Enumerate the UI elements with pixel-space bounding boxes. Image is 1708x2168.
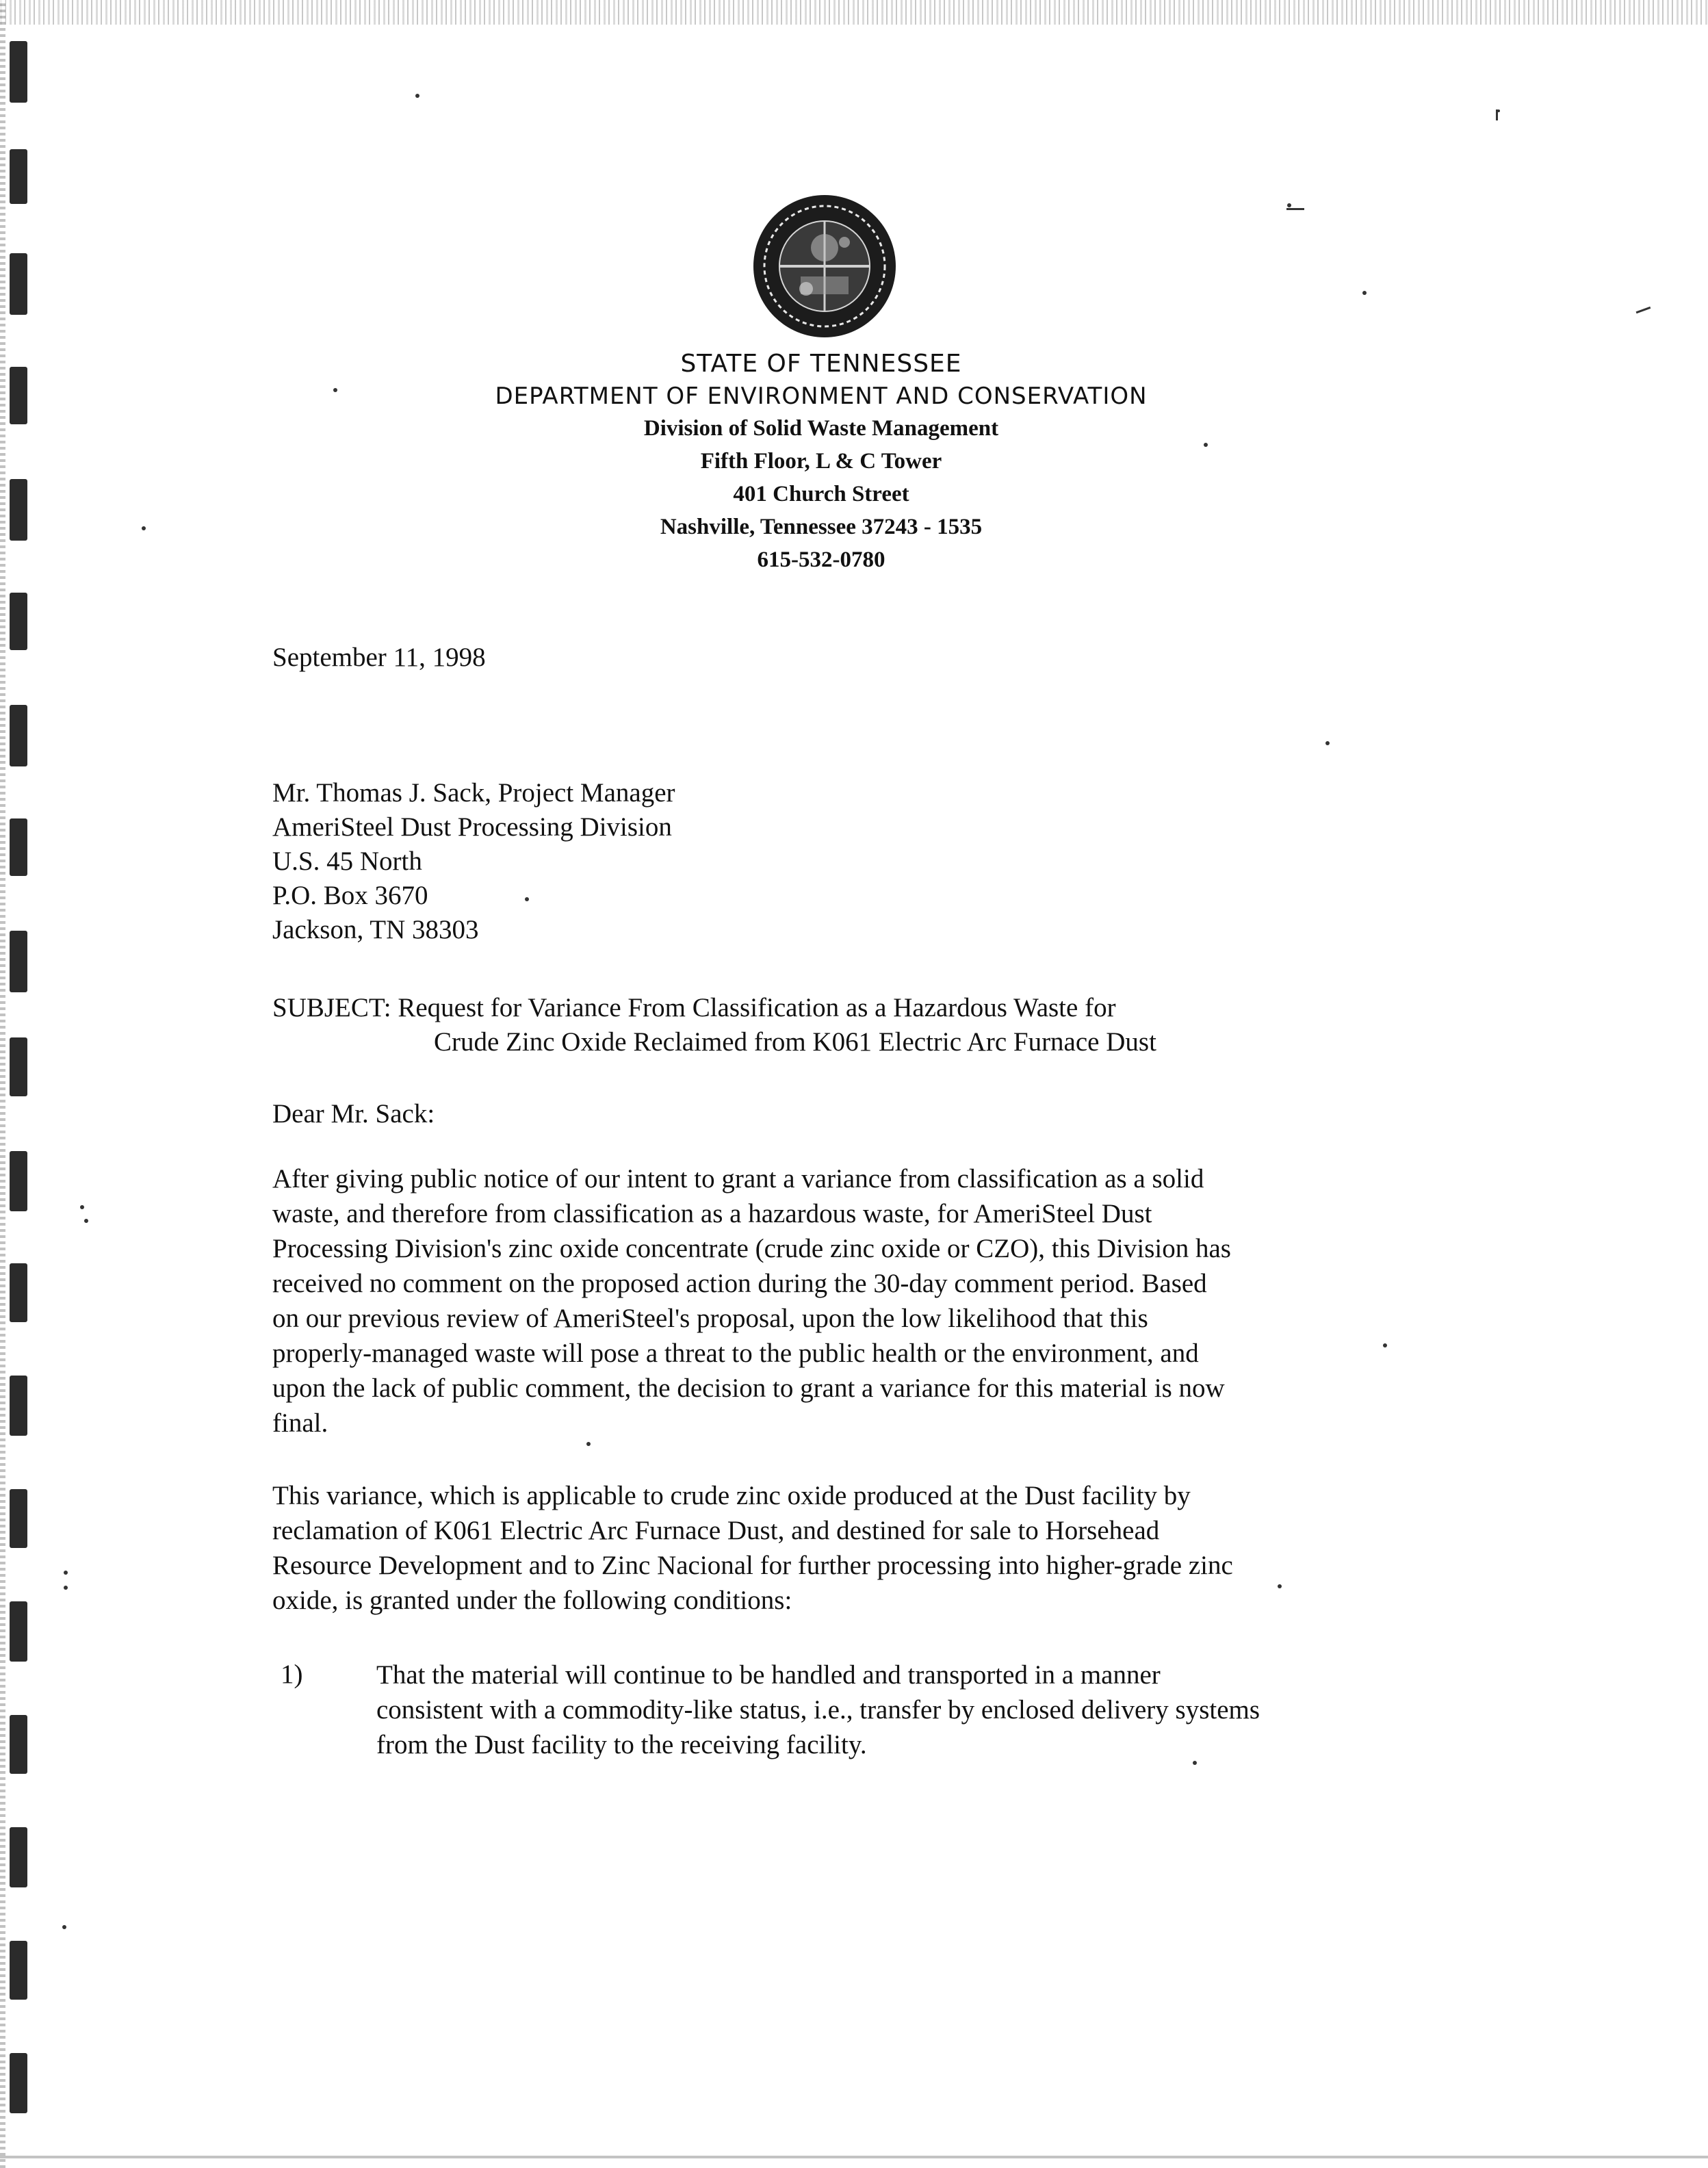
binder-mark	[10, 2053, 27, 2113]
binder-mark	[10, 1827, 27, 1887]
salutation: Dear Mr. Sack:	[272, 1099, 435, 1128]
condition-text	[376, 1657, 1260, 1762]
recipient-name: Mr. Thomas J. Sack, Project Manager	[272, 778, 675, 808]
recipient-po-box: P.O. Box 3670	[272, 881, 428, 910]
binder-mark	[10, 818, 27, 876]
scan-edge-bottom	[0, 2156, 1708, 2158]
binder-mark	[10, 1601, 27, 1662]
paragraph-line: waste, and therefore from classification as a hazardous waste, for AmeriSteel Dust	[272, 1199, 1152, 1228]
binder-mark	[10, 1489, 27, 1548]
binder-mark	[10, 931, 27, 992]
letterhead-division: Division of Solid Waste Management	[643, 416, 999, 441]
paragraph-line: reclamation of K061 Electric Arc Furnace Dust, and destined for sale to Horsehead	[272, 1516, 1160, 1545]
letterhead-floor: Fifth Floor, L & C Tower	[700, 449, 942, 474]
binder-mark	[10, 149, 27, 204]
binder-hole-marks	[10, 0, 51, 2168]
paragraph-line: After giving public notice of our intent to grant a variance from classification as a solid	[272, 1164, 1204, 1193]
binder-mark	[10, 1376, 27, 1436]
state-seal-icon	[751, 193, 898, 339]
body-paragraph-2	[272, 1478, 1401, 1618]
binder-mark	[10, 1263, 27, 1322]
letter-date: September 11, 1998	[272, 643, 486, 672]
condition-line: consistent with a commodity-like status, i.e., transfer by enclosed delivery systems	[376, 1695, 1260, 1725]
scan-noise-left	[0, 0, 5, 2168]
binder-mark	[10, 253, 27, 315]
subject-text-2: Crude Zinc Oxide Reclaimed from K061 Electric Arc Furnace Dust	[434, 1027, 1156, 1057]
scan-noise-top	[0, 0, 1708, 25]
subject-label: SUBJECT:	[272, 993, 391, 1022]
paragraph-line: upon the lack of public comment, the decision to grant a variance for this material is now	[272, 1373, 1225, 1403]
subject-line-1	[272, 991, 1156, 1025]
letterhead	[411, 348, 1232, 576]
binder-mark	[10, 1151, 27, 1211]
binder-mark	[10, 41, 27, 103]
letterhead-state: STATE OF TENNESSEE	[680, 350, 962, 378]
paragraph-line: Processing Division's zinc oxide concentrate (crude zinc oxide or CZO), this Division has	[272, 1234, 1231, 1263]
binder-mark	[10, 367, 27, 424]
condition-line: from the Dust facility to the receiving facility.	[376, 1730, 867, 1759]
condition-line: That the material will continue to be handled and transported in a manner	[376, 1660, 1161, 1690]
paragraph-line: on our previous review of AmeriSteel's proposal, upon the low likelihood that this	[272, 1304, 1148, 1333]
binder-mark	[10, 705, 27, 766]
paragraph-line: final.	[272, 1408, 328, 1438]
paragraph-line: Resource Development and to Zinc Nacional for further processing into higher-grade zinc	[272, 1551, 1233, 1580]
letterhead-street: 401 Church Street	[733, 482, 909, 506]
binder-mark	[10, 1037, 27, 1096]
paragraph-line: This variance, which is applicable to crude zinc oxide produced at the Dust facility by	[272, 1481, 1191, 1510]
subject-text-1: Request for Variance From Classification as a Hazardous Waste for	[398, 993, 1116, 1022]
condition-number: 1)	[281, 1660, 303, 1689]
recipient-organization: AmeriSteel Dust Processing Division	[272, 812, 672, 842]
binder-mark	[10, 593, 27, 650]
body-paragraph-1	[272, 1161, 1401, 1441]
recipient-city: Jackson, TN 38303	[272, 915, 479, 944]
recipient-street: U.S. 45 North	[272, 847, 422, 876]
letterhead-phone: 615-532-0780	[757, 547, 885, 572]
binder-mark	[10, 1715, 27, 1774]
paragraph-line: received no comment on the proposed action during the 30-day comment period. Based	[272, 1269, 1207, 1298]
paragraph-line: properly-managed waste will pose a threat to the public health or the environment, and	[272, 1339, 1199, 1368]
recipient-address	[272, 776, 675, 947]
subject-block	[272, 991, 1156, 1059]
paragraph-line: oxide, is granted under the following conditions:	[272, 1586, 792, 1615]
letterhead-city: Nashville, Tennessee 37243 - 1535	[660, 515, 983, 539]
letterhead-department: DEPARTMENT OF ENVIRONMENT AND CONSERVATION	[495, 383, 1148, 410]
binder-mark	[10, 479, 27, 541]
binder-mark	[10, 1941, 27, 2000]
